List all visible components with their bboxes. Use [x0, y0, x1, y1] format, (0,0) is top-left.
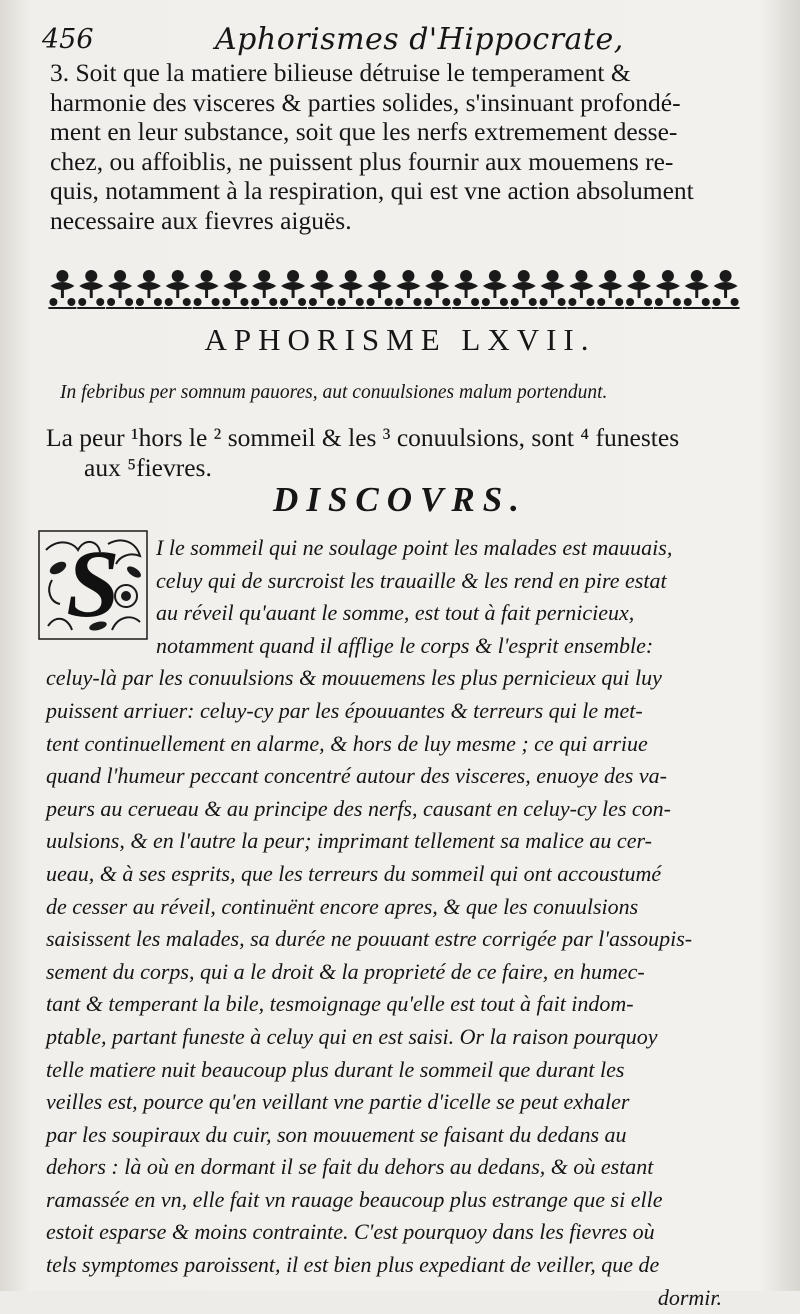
note-line: chez, ou affoiblis, ne puissent plus fournir aux mouemens re- — [50, 146, 674, 176]
fleuron-icon — [539, 270, 567, 308]
fleuron-icon — [423, 270, 451, 308]
discourse-line: au réveil qu'auant le somme, est tout à fait pernicieux, — [156, 600, 635, 626]
fleuron-icon — [250, 270, 278, 308]
fleuron-icon — [279, 270, 307, 308]
note-line: quis, notamment à la respiration, qui est vne action absolument — [50, 176, 694, 205]
discourse-line: notamment quand il afflige le corps & l'esprit ensemble: — [156, 632, 654, 658]
discourse-line: ramassée en vn, elle fait vn rauage beaucoup plus estrange que si elle — [46, 1186, 663, 1212]
discourse-line: telle matiere nuit beaucoup plus durant le sommeil que durant les — [46, 1056, 625, 1082]
fleuron-icon — [452, 270, 480, 308]
discourse-line: celuy qui de surcroist les trauaille & les rend en pire estat — [156, 567, 667, 593]
dropcap-letter: S — [66, 530, 120, 637]
fleuron-icon — [135, 270, 163, 308]
discourse-line: quand l'humeur peccant concentré autour des visceres, enuoye des va- — [46, 763, 667, 789]
fleuron-ornament-band — [48, 264, 740, 312]
running-head: Aphorismes d'Hippocrate, — [215, 22, 624, 57]
fleuron-icon — [366, 270, 394, 308]
page-number: 456 — [42, 24, 94, 55]
fleuron-icon — [337, 270, 365, 308]
fleuron-icon — [48, 270, 76, 308]
discourse-line: peurs au cerueau & au principe des nerfs, causant en celuy-cy les con- — [46, 795, 671, 821]
discourse-line: sement du corps, qui a le droit & la proprieté de ce faire, en humec- — [46, 958, 645, 984]
discourse-line: dormir. — [657, 1284, 722, 1310]
discourse-line: tant & temperant la bile, tesmoignage qu'elle est tout à fait indom- — [46, 991, 634, 1017]
note-line: ment en leur substance, soit que les nerfs extremement desse- — [50, 117, 678, 146]
fleuron-icon — [394, 270, 422, 308]
discourse-line: ueau, & à ses esprits, que les terreurs du sommeil qui ont accoustumé — [46, 860, 662, 886]
discourse-line: estoit esparse & moins contrainte. C'est pourquoy dans les fievres où — [46, 1219, 655, 1245]
discourse-line: dehors : là où en dormant il se fait du dehors au dedans, & où estant — [46, 1154, 654, 1180]
discourse-line: uulsions, & en l'autre la peur; imprimant tellement sa malice au cer- — [46, 828, 652, 854]
fleuron-icon — [567, 270, 595, 308]
fleuron-icon — [481, 270, 509, 308]
fleuron-icon — [164, 270, 192, 308]
note-line: 3. Soit que la matiere bilieuse détruise le temperament & — [50, 58, 631, 87]
translation-line: aux ⁵fievres. — [84, 453, 212, 482]
discourse-line: I le sommeil qui ne soulage point les malades est mauuais, — [156, 535, 673, 560]
commentary-note — [50, 58, 740, 235]
aphorism-title: APHORISME LXVII. — [204, 322, 596, 357]
discourse-line: veilles est, pource qu'en veillant vne partie d'icelle se peut exhaler — [46, 1089, 630, 1115]
fleuron-icon — [654, 270, 682, 308]
discourse-body — [46, 532, 740, 1314]
fleuron-icon — [193, 270, 221, 308]
translation-line: La peur ¹hors le ² sommeil & les ³ conuulsions, sont ⁴ funestes — [46, 423, 680, 452]
fleuron-icon — [308, 270, 336, 308]
discourse-line: de cesser au réveil, continuënt encore apres, & que les conuulsions — [46, 893, 639, 919]
discourse-line: tent continuellement en alarme, & hors de luy mesme ; ce qui arriue — [46, 730, 648, 756]
discourse-line: celuy-là par les conuulsions & mouuemens les plus pernicieux qui luy — [46, 665, 662, 691]
page-header — [40, 20, 760, 60]
note-line: harmonie des visceres & parties solides, s'insinuant profondé- — [50, 87, 681, 117]
note-line: necessaire aux fievres aiguës. — [50, 205, 352, 235]
fleuron-icon — [106, 270, 134, 308]
discourse-heading: DISCOVRS. — [273, 480, 527, 519]
fleuron-icon — [683, 270, 711, 308]
fleuron-icon — [625, 270, 653, 308]
discourse-line: par les soupiraux du cuir, son mouuement se faisant du dedans au — [46, 1121, 627, 1147]
latin-aphorism: In febribus per somnum pauores, aut conuulsiones malum portendunt. — [60, 382, 608, 403]
discourse-line: tels symptomes paroissent, il est bien plus expediant de veiller, que de — [46, 1252, 660, 1278]
fleuron-icon — [77, 270, 105, 308]
discourse-line: puissent arriuer: celuy-cy par les épouuantes & terreurs qui le met- — [46, 697, 643, 723]
discourse-line: ptable, partant funeste à celuy qui en est saisi. Or la raison pourquoy — [46, 1023, 658, 1049]
discourse-line: saisissent les malades, sa durée ne pouuant estre corrigée par l'assoupis- — [46, 926, 693, 952]
french-translation — [46, 423, 746, 483]
fleuron-icon — [712, 270, 740, 308]
fleuron-icon — [596, 270, 624, 308]
fleuron-icon — [510, 270, 538, 308]
fleuron-icon — [221, 270, 249, 308]
